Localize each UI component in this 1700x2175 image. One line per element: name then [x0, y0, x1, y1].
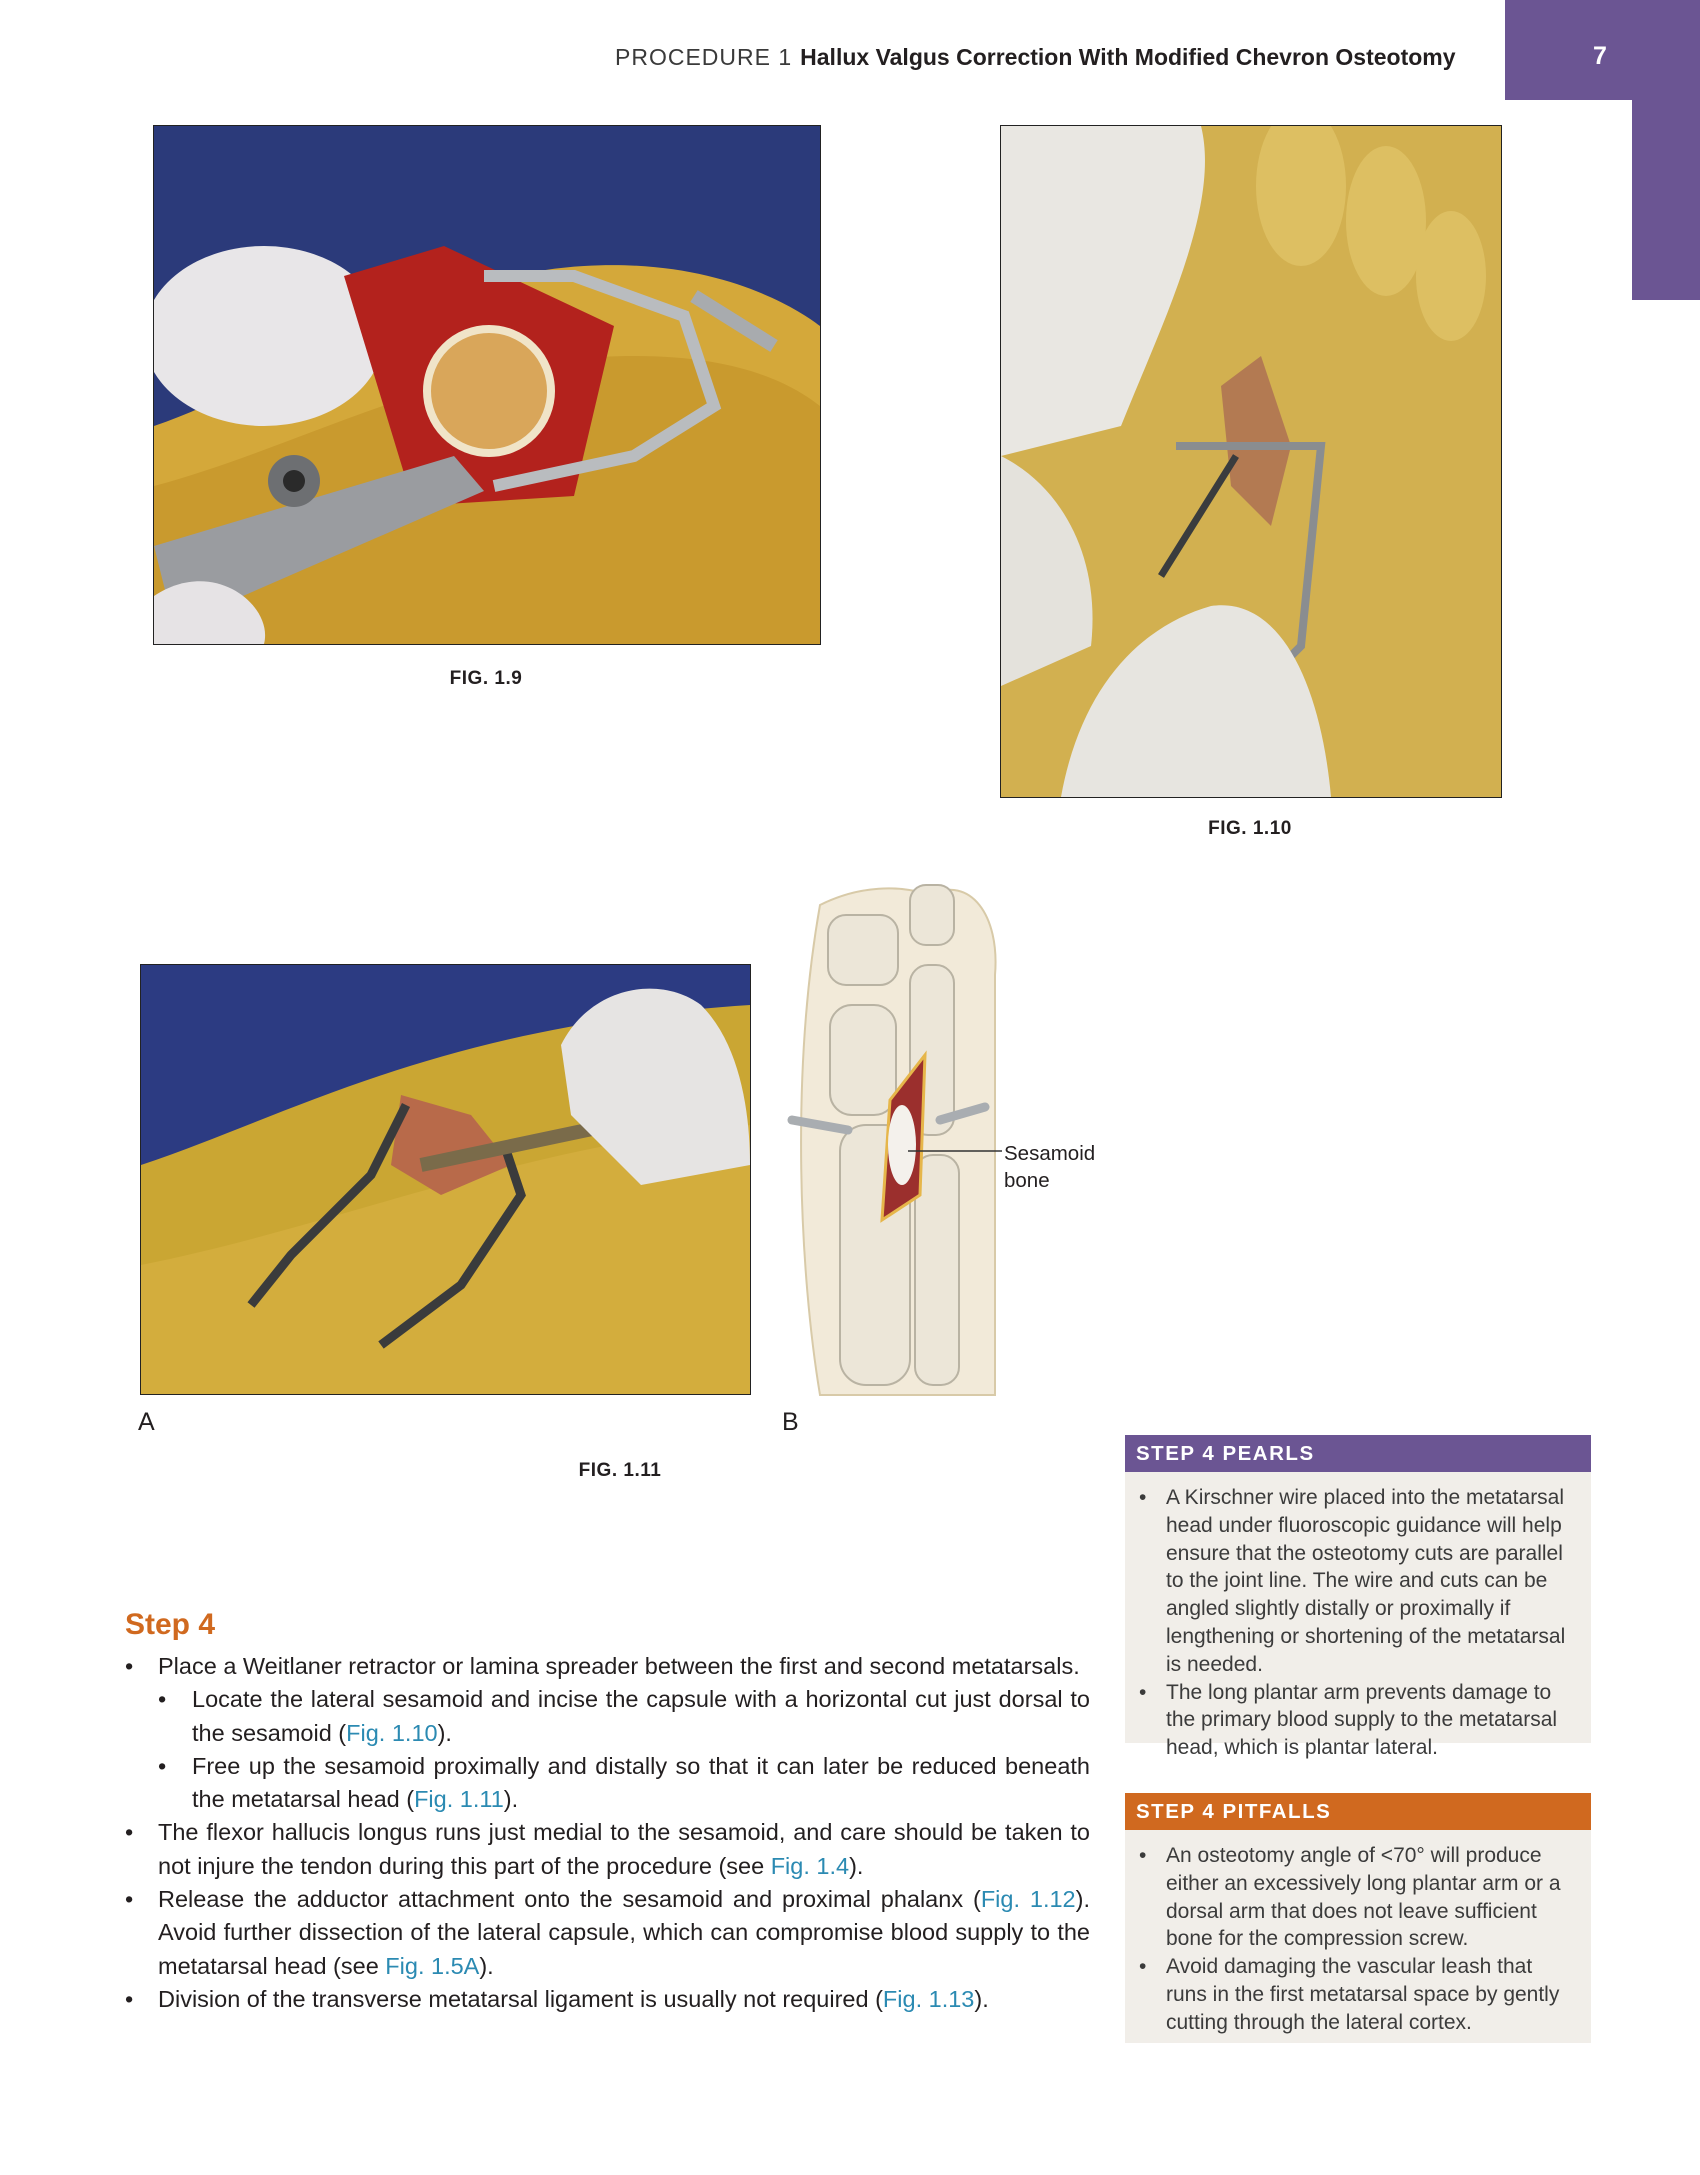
fig-1-9-photo [153, 125, 821, 645]
panel-a-label: A [138, 1408, 155, 1436]
fig-1-10-caption: FIG. 1.10 [1208, 818, 1292, 839]
fig-1-11-caption: FIG. 1.11 [578, 1460, 662, 1481]
list-item: • Free up the sesamoid proximally and distally so that it can later be reduced beneath the metatarsal head (Fig. 1.11). [125, 1750, 1090, 1817]
fig-1-9-caption: FIG. 1.9 [449, 668, 523, 689]
step4-list [125, 1650, 1090, 2016]
pearls-title: STEP 4 PEARLS [1125, 1435, 1591, 1472]
list-item: • A Kirschner wire placed into the metatarsal head under fluoroscopic guidance will help ensure that the osteotomy cuts are parallel to the joint line. The wire and cuts can be angled slightly distally or proximally if lengthening or shortening of the metatarsal is needed. [1139, 1484, 1577, 1679]
list-item: • Avoid damaging the vascular leash that runs in the first metatarsal space by gently cutting through the lateral cortex. [1139, 1953, 1577, 2036]
panel-b-label: B [782, 1408, 799, 1436]
procedure-label: PROCEDURE 1 [615, 44, 793, 70]
pitfalls-title: STEP 4 PITFALLS [1125, 1793, 1591, 1830]
fig-1-10-photo [1000, 125, 1502, 798]
sesamoid-label-line2: bone [1004, 1169, 1050, 1192]
fig-1-11b-illustration [780, 875, 1010, 1400]
page-number: 7 [1593, 42, 1607, 70]
list-item: • The flexor hallucis longus runs just medial to the sesamoid, and care should be taken to not injure the tendon during this part of the procedure (see Fig. 1.4). [125, 1816, 1090, 1883]
running-header [615, 44, 1456, 74]
list-item: • The long plantar arm prevents damage to the primary blood supply to the metatarsal head, which is plantar lateral. [1139, 1679, 1577, 1762]
fig-1-11-link[interactable]: Fig. 1.11 [414, 1786, 504, 1813]
sesamoid-label-line1: Sesamoid [1004, 1142, 1096, 1165]
procedure-title: Hallux Valgus Correction With Modified Chevron Osteotomy [800, 44, 1456, 70]
list-item: • Release the adductor attachment onto the sesamoid and proximal phalanx (Fig. 1.12). Avoid further dissection of the lateral capsule, which can compromise blood supply to the metatarsal head (see Fig. 1.5A). [125, 1883, 1090, 1983]
fig-1-12-link[interactable]: Fig. 1.12 [980, 1886, 1076, 1913]
step-heading: Step 4 [125, 1608, 216, 1641]
sesamoid-label [1004, 1140, 1095, 1194]
list-item: • Place a Weitlaner retractor or lamina spreader between the first and second metatarsals. [125, 1650, 1090, 1683]
fig-1-11a-photo [140, 964, 751, 1395]
fig-1-5a-link[interactable]: Fig. 1.5A [385, 1952, 480, 1979]
pearls-list [1125, 1472, 1591, 1774]
list-item: • Locate the lateral sesamoid and incise the capsule with a horizontal cut just dorsal to the sesamoid (Fig. 1.10). [125, 1683, 1090, 1750]
list-item: • Division of the transverse metatarsal ligament is usually not required (Fig. 1.13). [125, 1983, 1090, 2016]
fig-1-10-link[interactable]: Fig. 1.10 [346, 1719, 438, 1746]
pitfalls-box [1125, 1793, 1591, 2043]
fig-1-13-link[interactable]: Fig. 1.13 [882, 1985, 975, 2012]
fig-1-4-link[interactable]: Fig. 1.4 [770, 1852, 850, 1879]
list-item: • An osteotomy angle of <70° will produce either an excessively long plantar arm or a dorsal arm that does not leave sufficient bone for the compression screw. [1139, 1842, 1577, 1953]
page-tab-strip [1632, 100, 1700, 300]
pearls-box [1125, 1435, 1591, 1760]
pitfalls-list [1125, 1830, 1591, 2049]
